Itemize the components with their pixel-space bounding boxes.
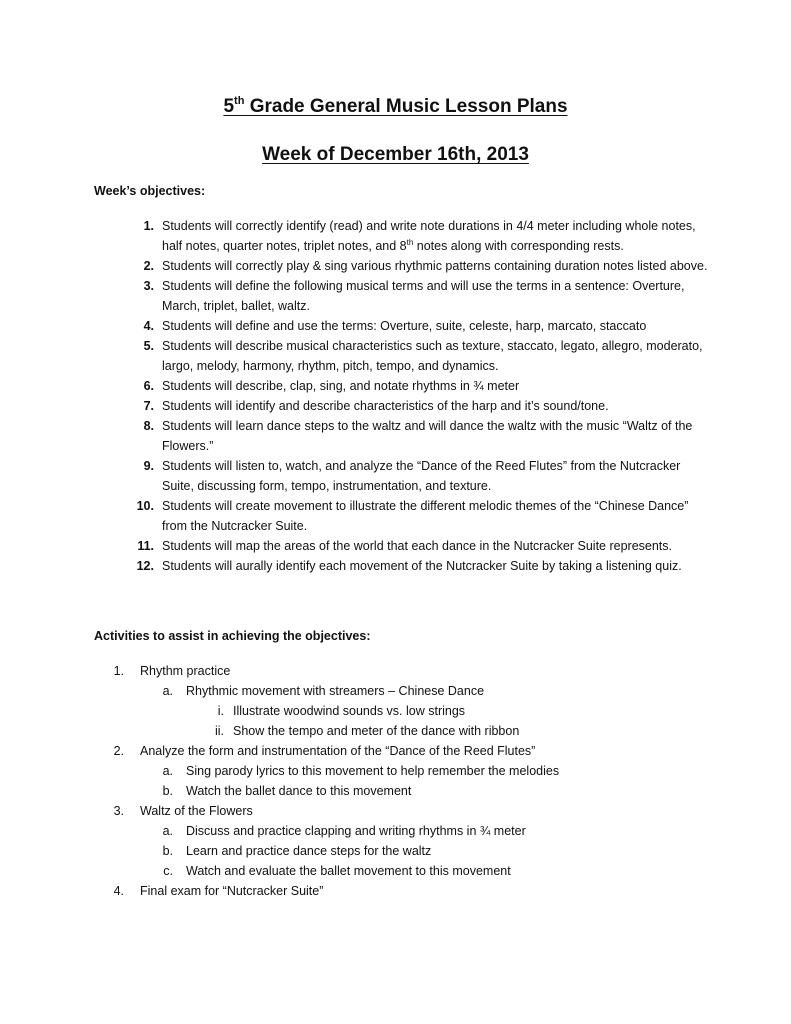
activity-marker: a. bbox=[162, 684, 173, 698]
objective-number: 9. bbox=[143, 459, 154, 473]
activity-text: Watch the ballet dance to this movement bbox=[186, 784, 412, 798]
activity-marker: a. bbox=[162, 764, 173, 778]
objective-number: 4. bbox=[143, 319, 154, 333]
activity-marker: a. bbox=[162, 824, 173, 838]
activities-list bbox=[94, 661, 694, 901]
activity-subitem bbox=[94, 841, 694, 861]
objective-item bbox=[120, 496, 710, 536]
activity-subsubitem bbox=[94, 721, 694, 741]
activity-text: Learn and practice dance steps for the waltz bbox=[186, 844, 432, 858]
objective-text-part: notes along with corresponding rests. bbox=[413, 239, 624, 253]
objective-text bbox=[162, 219, 696, 253]
objective-number: 10. bbox=[136, 499, 154, 513]
activity-text: Show the tempo and meter of the dance with ribbon bbox=[233, 724, 520, 738]
objective-item bbox=[120, 256, 710, 276]
objective-text: Students will describe, clap, sing, and notate rhythms in ¾ meter bbox=[162, 379, 520, 393]
activity-marker: 3. bbox=[113, 804, 124, 818]
objective-item bbox=[120, 276, 710, 316]
activity-marker: ii. bbox=[214, 724, 224, 738]
objective-number: 5. bbox=[143, 339, 154, 353]
objective-text: Students will create movement to illustrate the different melodic themes of the “Chinese Dance” from the Nutcracker Suite. bbox=[162, 499, 689, 533]
objective-item bbox=[120, 376, 710, 396]
activity-marker: c. bbox=[163, 864, 173, 878]
activity-item bbox=[94, 801, 694, 821]
activity-text: Discuss and practice clapping and writing rhythms in ¾ meter bbox=[186, 824, 526, 838]
activity-item bbox=[94, 741, 694, 761]
objective-ordinal: th bbox=[406, 238, 414, 247]
objective-text: Students will define the following musical terms and will use the terms in a sentence: Overture, March, triplet, ballet, waltz. bbox=[162, 279, 685, 313]
activity-text: Watch and evaluate the ballet movement to this movement bbox=[186, 864, 511, 878]
activity-subsubitem bbox=[94, 701, 694, 721]
objective-number: 1. bbox=[143, 219, 154, 233]
activity-text: Final exam for “Nutcracker Suite” bbox=[140, 884, 324, 898]
objective-item bbox=[120, 416, 710, 456]
activity-marker: 4. bbox=[113, 884, 124, 898]
objective-number: 2. bbox=[143, 259, 154, 273]
objective-item bbox=[120, 336, 710, 376]
activity-text: Sing parody lyrics to this movement to help remember the melodies bbox=[186, 764, 560, 778]
objective-number: 12. bbox=[136, 559, 154, 573]
objective-item bbox=[120, 536, 710, 556]
objectives-heading: Week’s objectives: bbox=[94, 184, 206, 198]
objective-item bbox=[120, 456, 710, 496]
objective-number: 7. bbox=[143, 399, 154, 413]
activity-marker: b. bbox=[162, 844, 173, 858]
objective-number: 3. bbox=[143, 279, 154, 293]
title-grade-number: 5 bbox=[223, 96, 235, 117]
activity-text: Rhythm practice bbox=[140, 664, 231, 678]
activity-marker: i. bbox=[217, 704, 224, 718]
activity-item bbox=[94, 661, 694, 681]
objective-text: Students will listen to, watch, and analyze the “Dance of the Reed Flutes” from the Nutcracker Suite, discussing form, tempo, instrumentation, and texture. bbox=[162, 459, 681, 493]
objective-item bbox=[120, 396, 710, 416]
objective-text: Students will aurally identify each movement of the Nutcracker Suite by taking a listening quiz. bbox=[162, 559, 682, 573]
page-subtitle: Week of December 16th, 2013 bbox=[262, 144, 529, 165]
objective-text-part: Students will correctly identify (read) and write note durations in 4/4 meter including whole notes, half notes, quarter notes, triplet notes, and 8 bbox=[162, 219, 696, 253]
objective-item bbox=[120, 556, 710, 576]
objective-item bbox=[120, 316, 710, 336]
objective-text: Students will learn dance steps to the waltz and will dance the waltz with the music “Waltz of the Flowers.” bbox=[162, 419, 693, 453]
activity-text: Waltz of the Flowers bbox=[140, 804, 253, 818]
activity-marker: 1. bbox=[113, 664, 124, 678]
objective-text: Students will describe musical characteristics such as texture, staccato, legato, allegro, moderato, largo, melody, harmony, rhythm, pitch, tempo, and dynamics. bbox=[162, 339, 703, 373]
objective-text: Students will define and use the terms: Overture, suite, celeste, harp, marcato, staccato bbox=[162, 319, 647, 333]
objective-number: 6. bbox=[143, 379, 154, 393]
activity-text: Illustrate woodwind sounds vs. low strings bbox=[233, 704, 466, 718]
activity-marker: 2. bbox=[113, 744, 124, 758]
activity-subitem bbox=[94, 761, 694, 781]
objective-text: Students will identify and describe characteristics of the harp and it’s sound/tone. bbox=[162, 399, 609, 413]
activity-item bbox=[94, 881, 694, 901]
title-grade-ordinal: th bbox=[234, 95, 245, 107]
objectives-list bbox=[120, 216, 710, 576]
objective-number: 8. bbox=[143, 419, 154, 433]
page-title bbox=[0, 96, 791, 118]
activity-text: Analyze the form and instrumentation of the “Dance of the Reed Flutes” bbox=[140, 744, 536, 758]
title-text: Grade General Music Lesson Plans bbox=[244, 96, 568, 117]
activity-subitem bbox=[94, 781, 694, 801]
activities-heading: Activities to assist in achieving the objectives: bbox=[94, 629, 371, 643]
activity-subitem bbox=[94, 681, 694, 701]
activity-subitem bbox=[94, 861, 694, 881]
objective-text: Students will correctly play & sing various rhythmic patterns containing duration notes listed above. bbox=[162, 259, 708, 273]
activity-marker: b. bbox=[162, 784, 173, 798]
activity-subitem bbox=[94, 821, 694, 841]
objective-text: Students will map the areas of the world that each dance in the Nutcracker Suite represents. bbox=[162, 539, 672, 553]
activity-text: Rhythmic movement with streamers – Chinese Dance bbox=[186, 684, 485, 698]
objective-item bbox=[120, 216, 710, 256]
objective-number: 11. bbox=[137, 539, 154, 553]
